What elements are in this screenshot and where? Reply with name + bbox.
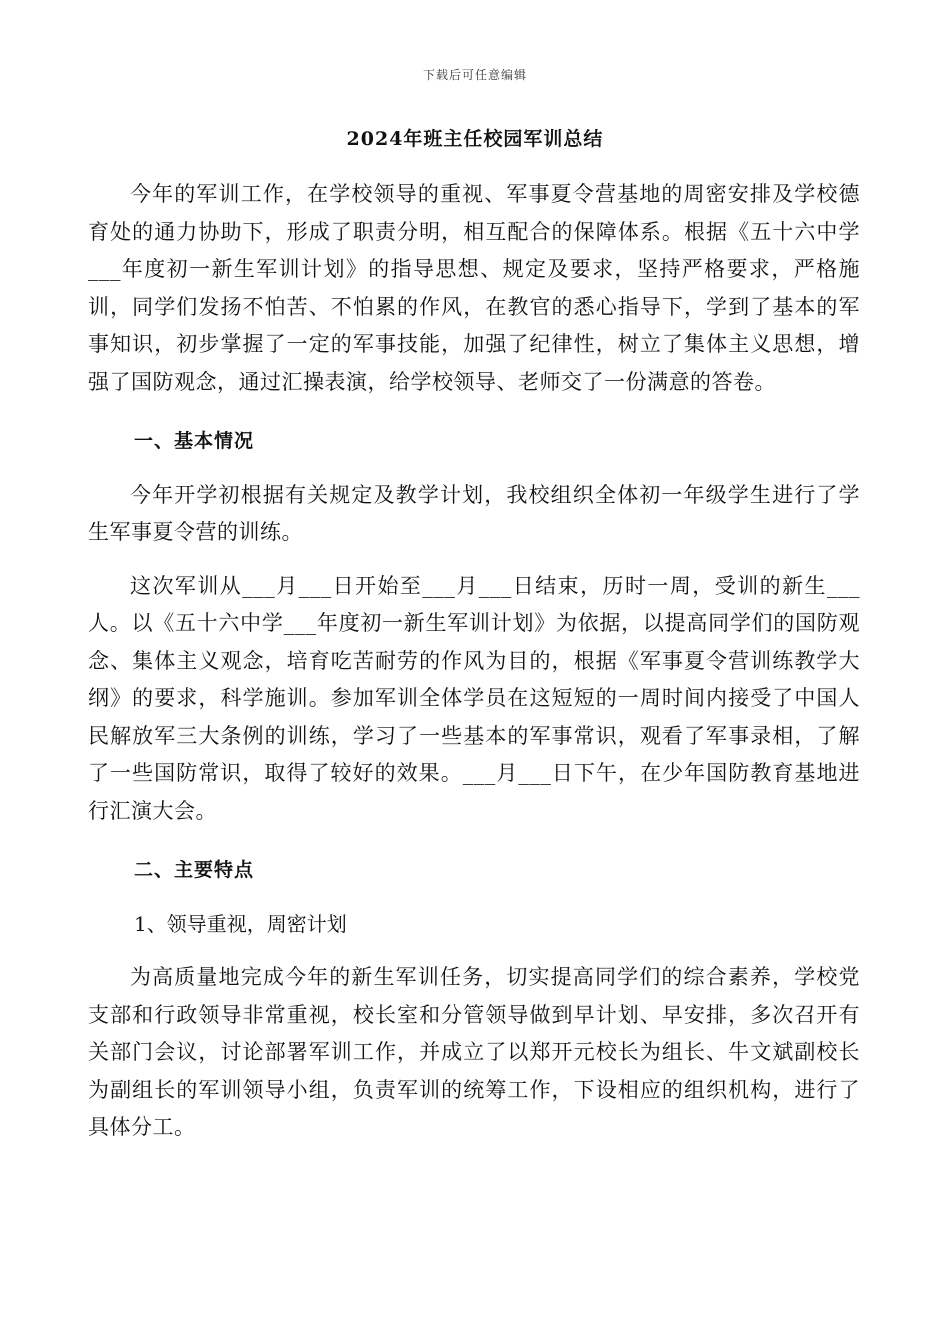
intro-paragraph: 今年的军训工作，在学校领导的重视、军事夏令营基地的周密安排及学校德育处的通力协助下，形成了职责分明，相互配合的保障体系。根据《五十六中学___年度初一新生军训计划》的指导思想、规定及要求，坚持严格要求，严格施训，同学们发扬不怕苦、不怕累的作风，在教官的悉心指导下，学到了基本的军事知识，初步掌握了一定的军事技能，加强了纪律性，树立了集体主义思想，增强了国防观念，通过汇操表演，给学校领导、老师交了一份满意的答卷。 xyxy=(88,182,860,394)
section-heading-basic-situation: 一、基本情况 xyxy=(134,430,255,452)
document-title: 2024年班主任校园军训总结 xyxy=(346,128,604,150)
section-heading-main-features: 二、主要特点 xyxy=(134,859,255,881)
header-note: 下载后可任意编辑 xyxy=(422,68,527,82)
paragraph: 为高质量地完成今年的新生军训任务，切实提高同学们的综合素养，学校党支部和行政领导非常重视，校长室和分管领导做到早计划、早安排，多次召开有关部门会议，讨论部署军训工作，并成立了以郑开元校长为组长、牛文斌副校长为副组长的军训领导小组，负责军训的统筹工作，下设相应的组织机构，进行了具体分工。 xyxy=(88,965,860,1139)
paragraph: 这次军训从___月___日开始至___月___日结束，历时一周，受训的新生___人。以《五十六中学___年度初一新生军训计划》为依据，以提高同学们的国防观念、集体主义观念，培育吃苦耐劳的作风为目的，根据《军事夏令营训练教学大纲》的要求，科学施训。参加军训全体学员在这短短的一周时间内接受了中国人民解放军三大条例的训练，学习了一些基本的军事常识，观看了军事录相，了解了一些国防常识，取得了较好的效果。___月___日下午，在少年国防教育基地进行汇演大会。 xyxy=(88,573,860,823)
paragraph: 今年开学初根据有关规定及教学计划，我校组织全体初一年级学生进行了学生军事夏令营的训练。 xyxy=(88,482,860,544)
document-body xyxy=(88,176,860,1147)
subsection-heading: 1、领导重视，周密计划 xyxy=(134,911,347,936)
